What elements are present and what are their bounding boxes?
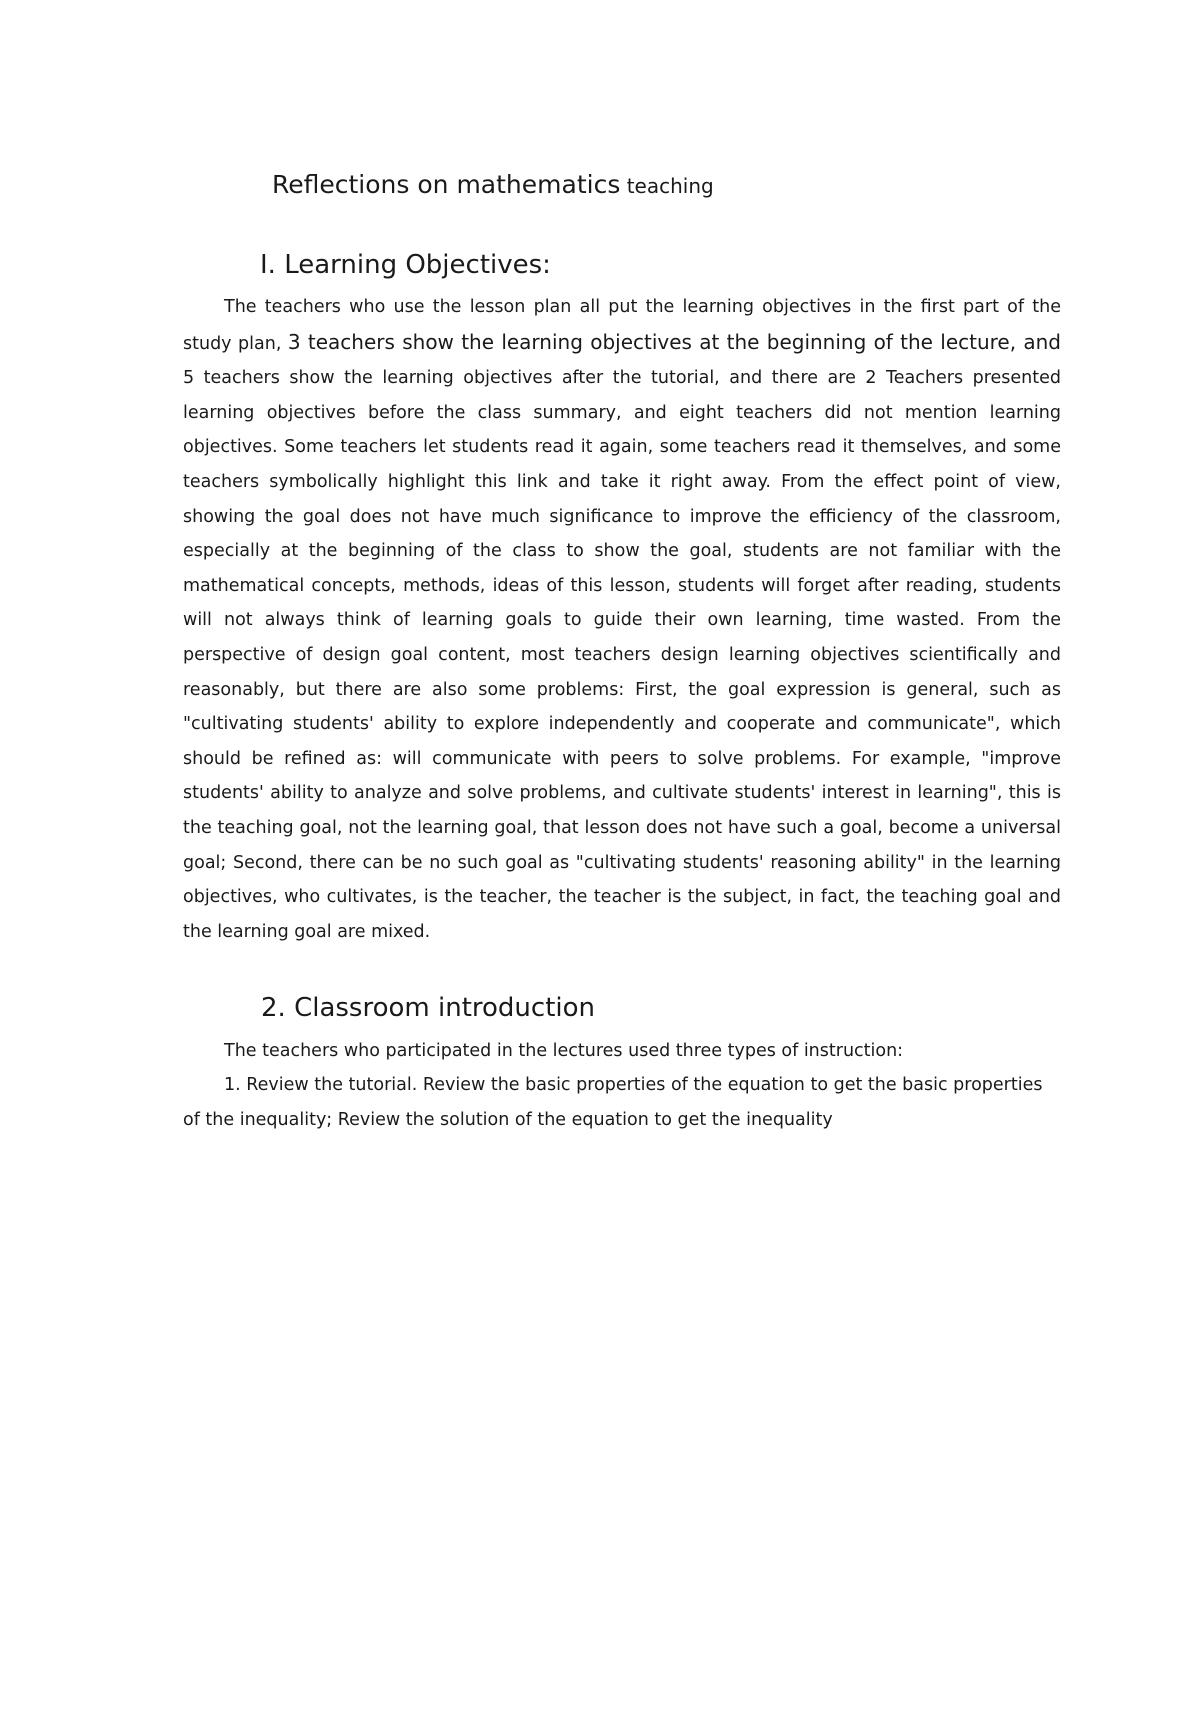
learning-objectives-paragraph <box>183 290 1061 949</box>
classroom-introduction-intro: The teachers who participated in the lectures used three types of instruction: <box>224 1041 904 1061</box>
paragraph-text: The teachers who use the lesson plan all put the learning objectives in the first part of the study plan, <box>183 297 1061 354</box>
paragraph-text: 5 teachers show the learning objectives after the tutorial, and there are 2 Teachers presented learning objectives before the class summary, and eight teachers did not mention learning objectives. Some teachers let students read it again, some teachers read it themselves, and some teachers symbolically highlight this link and take it right away. From the effect point of view, showing the goal does not have much significance to improve the efficiency of the classroom, especially at the beginning of the class to show the goal, students are not familiar with the mathematical concepts, methods, ideas of this lesson, students will forget after reading, students will not always think of learning goals to guide their own learning, time wasted. From the perspective of design goal content, most teachers design learning objectives scientifically and reasonably, but there are also some problems: First, the goal expression is general, such as "cultivating students' ability to explore independently and cooperate and communicate", which should be refined as: will communicate with peers to solve problems. For example, "improve students' ability to analyze and solve problems, and cultivate students' interest in learning", this is the teaching goal, not the learning goal, that lesson does not have such a goal, become a universal goal; Second, there can be no such goal as "cultivating students' reasoning ability" in the learning objectives, who cultivates, is the teacher, the teacher is the subject, in fact, the teaching goal and the learning goal are mixed. <box>183 368 1061 942</box>
document-title-tail: teaching <box>620 174 714 198</box>
document-title <box>272 163 714 201</box>
section-heading-learning-objectives: I. Learning Objectives: <box>260 250 551 280</box>
paragraph-text-large: 3 teachers show the learning objectives at the beginning of the lecture, and <box>287 329 1061 354</box>
classroom-introduction-item-1: 1. Review the tutorial. Review the basic properties of the equation to get the basic properties of the inequality; Review the solution of the equation to get the inequality <box>183 1075 1043 1130</box>
section-heading-classroom-introduction: 2. Classroom introduction <box>261 993 596 1023</box>
document-title-main: Reflections on mathematics <box>272 170 621 199</box>
